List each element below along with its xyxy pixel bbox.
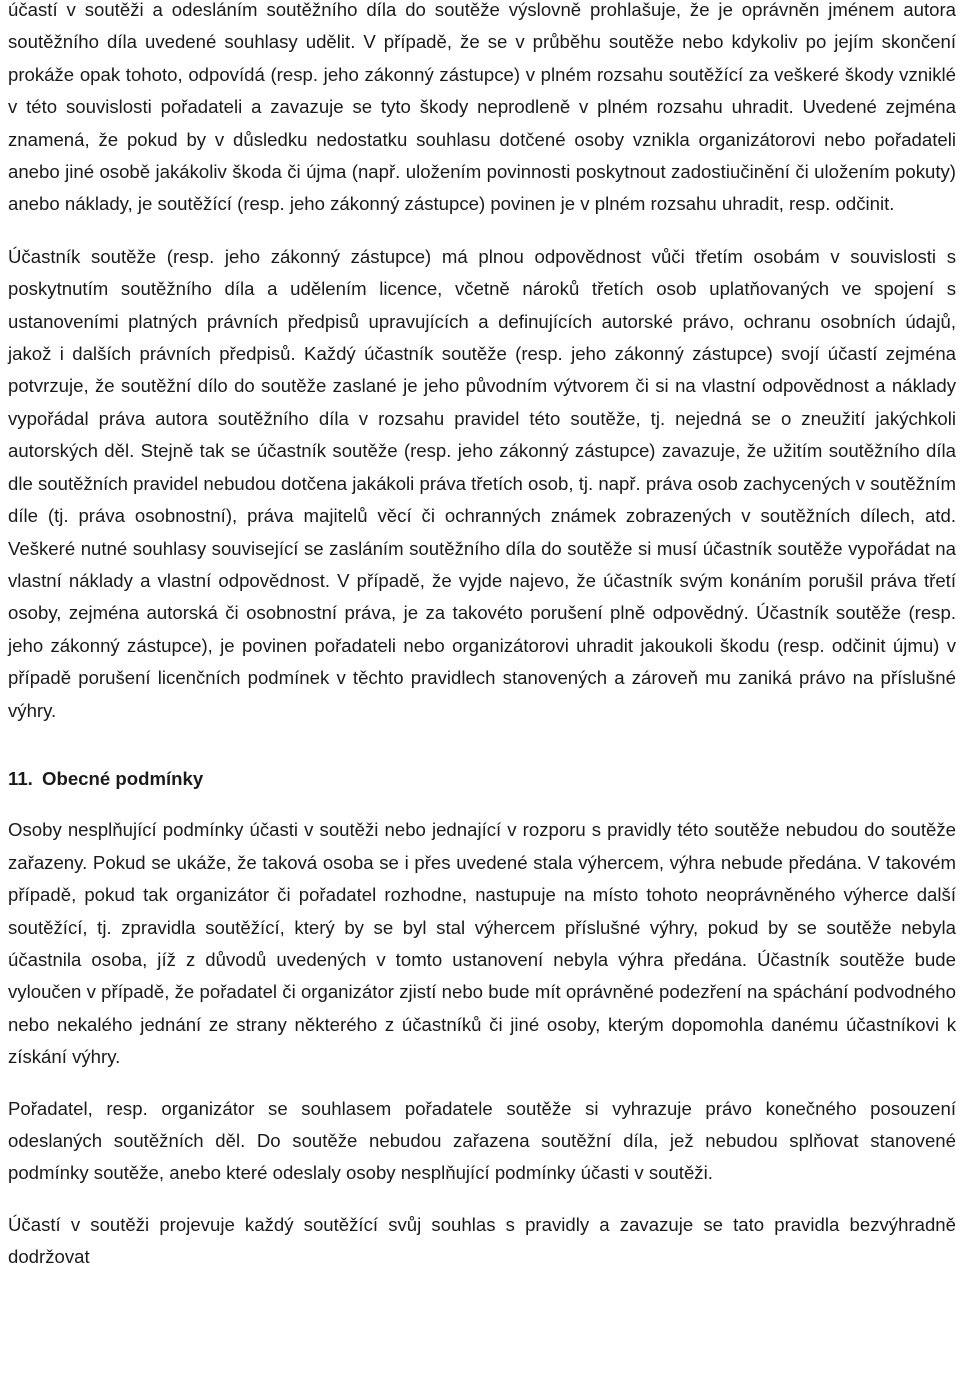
section-number: 11.: [8, 767, 33, 789]
paragraph-ineligible-persons: Osoby nesplňující podmínky účasti v soutěži nebo jednající v rozporu s pravidly této soutěže nebudou do soutěže zařazeny. Pokud se ukáže, že taková osoba se i přes uvedené stala výhercem, výhra nebude předána. V takovém případě, pokud tak organizátor či pořadatel rozhodne, nastupuje na místo tohoto neoprávněného výherce další soutěžící, tj. zpravidla soutěžící, který by se byl stal výhercem příslušné výhry, pokud by se soutěže nebyla účastnila osoba, jíž z důvodů uvedených v tomto ustanovení nebyla výhra předána. Účastník soutěže bude vyloučen v případě, že pořadatel či organizátor zjistí nebo bude mít oprávněné podezření na spáchání podvodného nebo nekalého jednání ze strany některého z účastníků či jiné osoby, kterým dopomohla danému účastníkovi k získání výhry.: [8, 819, 956, 1068]
paragraph-consent-to-rules: Účastí v soutěži projevuje každý soutěžící svůj souhlas s pravidly a zavazuje se tato pravidla bezvýhradně dodržovat: [8, 1213, 956, 1268]
paragraph-third-party-liability: Účastník soutěže (resp. jeho zákonný zástupce) má plnou odpovědnost vůči třetím osobám v souvislosti s poskytnutím soutěžního díla a udělením licence, včetně nároků třetích osob uplatňovaných ve spojení s ustanoveními platných právních předpisů upravujících a definujících autorské právo, ochranu osobních údajů, jakož i dalších právních předpisů. Každý účastník soutěže (resp. jeho zákonný zástupce) svojí účastí zejména potvrzuje, že soutěžní dílo do soutěže zaslané je jeho původním výtvorem či si na vlastní odpovědnost a náklady vypořádal práva autora soutěžního díla v rozsahu pravidel této soutěže, tj. nejedná se o zneužití jakýchkoli autorských děl. Stejně tak se účastník soutěže (resp. jeho zákonný zástupce) zavazuje, že užitím soutěžního díla dle soutěžních pravidel nebudou dotčena jakákoli práva třetích osob, tj. např. práva osob zachycených v soutěžním díle (tj. práva osobnostní), práva majitelů věcí či ochranných známek zobrazených v soutěžních dílech, atd. Veškeré nutné souhlasy související se zasláním soutěžního díla do soutěže si musí účastník soutěže vypořádat na vlastní náklady a vlastní odpovědnost. V případě, že vyjde najevo, že účastník svým konáním porušil práva třetí osoby, zejména autorská či osobnostní práva, je za takovéto porušení plně odpovědný. Účastník soutěže (resp. jeho zákonný zástupce), je povinen pořadateli nebo organizátorovi uhradit jakoukoli škodu (resp. odčinit újmu) v případě porušení licenčních podmínek v těchto pravidlech stanovených a zároveň mu zaniká právo na příslušné výhry.: [8, 245, 956, 721]
section-heading: [8, 763, 956, 795]
document-page: [8, 0, 956, 1274]
section-title: Obecné podmínky: [42, 767, 204, 789]
paragraph-organizer-rights: Pořadatel, resp. organizátor se souhlasem pořadatele soutěže si vyhrazuje právo konečného posouzení odeslaných soutěžních děl. Do soutěže nebudou zařazena soutěžní díla, jež nebudou splňovat stanovené podmínky soutěže, anebo které odeslaly osoby nesplňující podmínky účasti v soutěži.: [8, 1097, 956, 1184]
paragraph-participation-consent: účastí v soutěži a odesláním soutěžního díla do soutěže výslovně prohlašuje, že je oprávněn jménem autora soutěžního díla uvedené souhlasy udělit. V případě, že se v průběhu soutěže nebo kdykoliv po jejím skončení prokáže opak tohoto, odpovídá (resp. jeho zákonný zástupce) v plném rozsahu soutěžící za veškeré škody vzniklé v této souvislosti pořadateli a zavazuje se tyto škody neprodleně v plném rozsahu uhradit. Uvedené zejména znamená, že pokud by v důsledku nedostatku souhlasu dotčené osoby vznikla organizátorovi nebo pořadateli anebo jiné osobě jakákoliv škoda či újma (např. uložením povinnosti poskytnout zadostiučinění či uložením pokuty) anebo náklady, je soutěžící (resp. jeho zákonný zástupce) povinen je v plném rozsahu uhradit, resp. odčinit.: [8, 0, 956, 215]
